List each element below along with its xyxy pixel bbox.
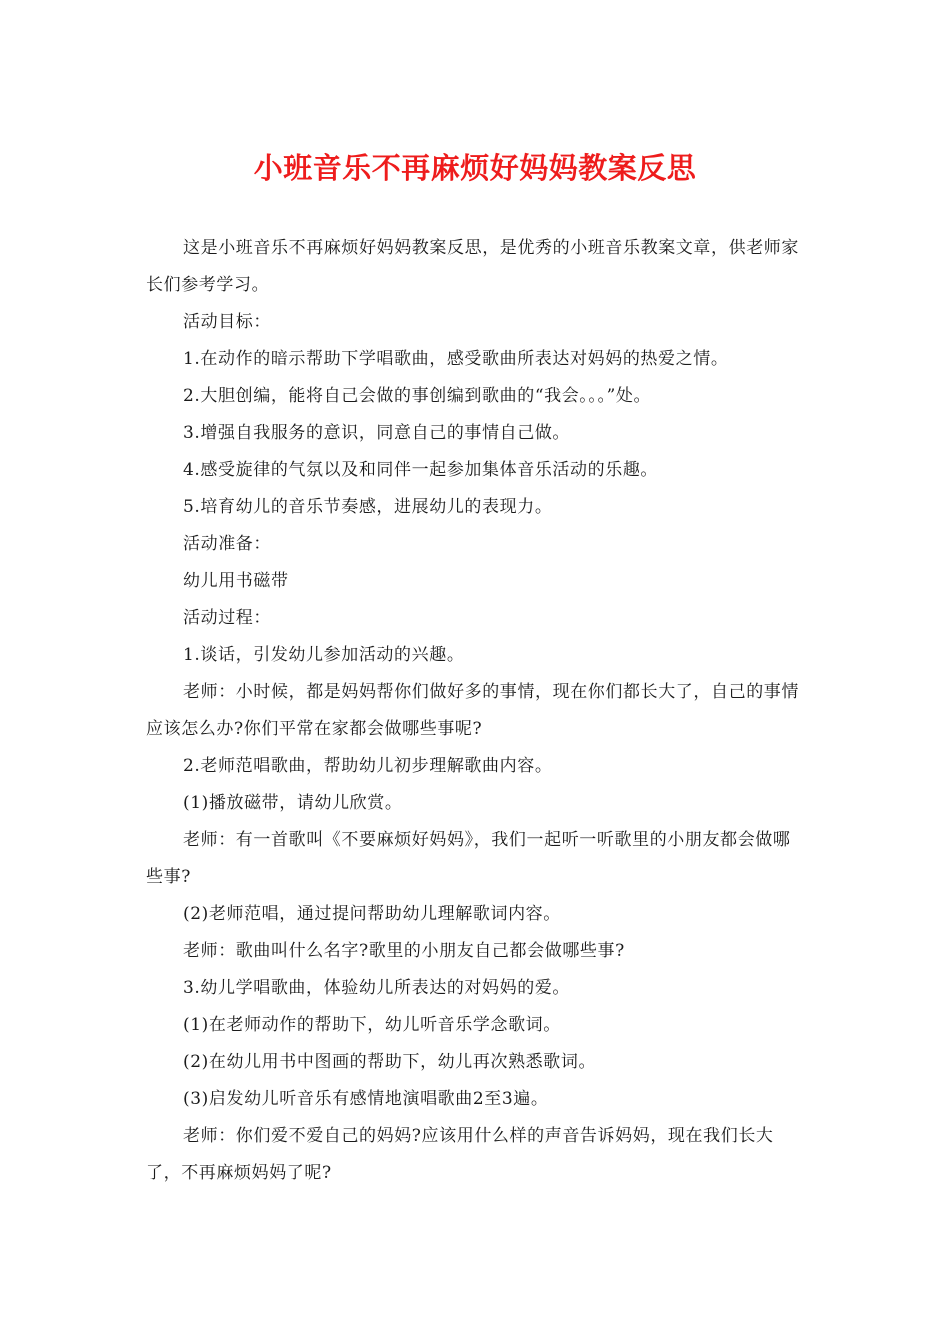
- teacher-dialogue: 老师：你们爱不爱自己的妈妈?应该用什么样的声音告诉妈妈，现在我们长大了，不再麻烦妈妈了呢?: [146, 1126, 774, 1183]
- heading-preparation: 活动准备：: [183, 534, 271, 554]
- process-step: 3.幼儿学唱歌曲，体验幼儿所表达的对妈妈的爱。: [183, 978, 571, 998]
- goal-item: 2.大胆创编，能将自己会做的事创编到歌曲的“我会。。。”处。: [183, 386, 652, 406]
- heading-goals: 活动目标：: [183, 312, 271, 332]
- process-step: 2.老师范唱歌曲，帮助幼儿初步理解歌曲内容。: [183, 756, 553, 776]
- paragraph-intro: 这是小班音乐不再麻烦好妈妈教案反思，是优秀的小班音乐教案文章，供老师家长们参考学习。: [146, 238, 799, 295]
- goal-item: 3.增强自我服务的意识，同意自己的事情自己做。: [183, 423, 571, 443]
- heading-process: 活动过程：: [183, 608, 271, 628]
- process-substep: (2)老师范唱，通过提问帮助幼儿理解歌词内容。: [183, 904, 561, 924]
- goal-item: 5.培育幼儿的音乐节奏感，进展幼儿的表现力。: [183, 497, 553, 517]
- document-body: [146, 230, 806, 1192]
- process-substep: (1)在老师动作的帮助下，幼儿听音乐学念歌词。: [183, 1015, 561, 1035]
- preparation-item: 幼儿用书磁带: [183, 571, 289, 591]
- teacher-dialogue: 老师：小时候，都是妈妈帮你们做好多的事情，现在你们都长大了，自己的事情应该怎么办?你们平常在家都会做哪些事呢?: [146, 682, 799, 739]
- document-title: 小班音乐不再麻烦好妈妈教案反思: [253, 151, 697, 185]
- process-step: 1.谈话，引发幼儿参加活动的兴趣。: [183, 645, 465, 665]
- goal-item: 1.在动作的暗示帮助下学唱歌曲，感受歌曲所表达对妈妈的热爱之情。: [183, 349, 729, 369]
- teacher-dialogue: 老师：有一首歌叫《不要麻烦好妈妈》，我们一起听一听歌里的小朋友都会做哪些事?: [146, 830, 791, 887]
- process-substep: (2)在幼儿用书中图画的帮助下，幼儿再次熟悉歌词。: [183, 1052, 597, 1072]
- process-substep: (1)播放磁带，请幼儿欣赏。: [183, 793, 403, 813]
- process-substep: (3)启发幼儿听音乐有感情地演唱歌曲2至3遍。: [183, 1089, 549, 1109]
- goal-item: 4.感受旋律的气氛以及和同伴一起参加集体音乐活动的乐趣。: [183, 460, 659, 480]
- teacher-dialogue: 老师：歌曲叫什么名字?歌里的小朋友自己都会做哪些事?: [183, 941, 625, 961]
